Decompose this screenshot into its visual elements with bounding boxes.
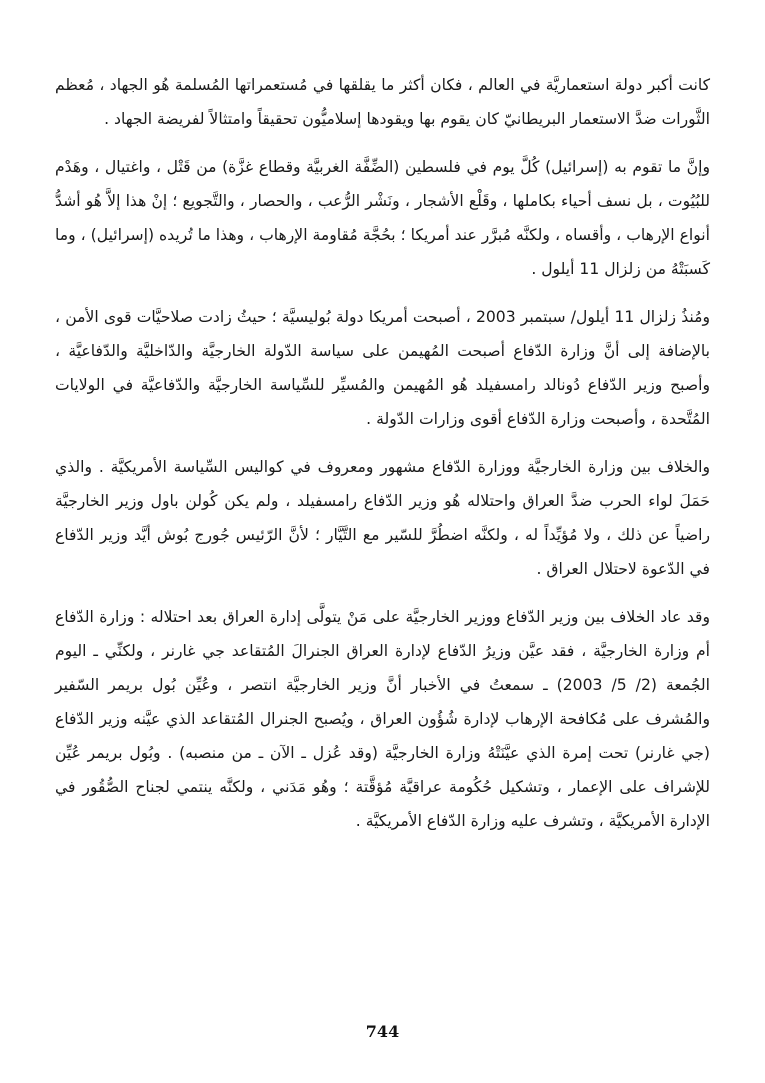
page-number: 744 <box>365 1022 400 1041</box>
paragraph-5: وقد عاد الخلاف بين وزير الدّفاع ووزير الخارجيَّة على مَنْ يتولَّى إدارة العراق بعد احتلاله : وزارة الدّفاع أم وزارة الخارجيَّة ، فقد عيَّن وزيرُ الدّفاع لإدارة العراق الجنرالَ المُتقاعد جي غارنر ، ولكنِّي ـ اليوم الجُمعة (2/ 5/ 2003) ـ سمعتُ في الأخبار أنَّ وزير الخارجيَّة انتصر ، وعُيِّن بُول بريمر السّفير والمُشرف على مُكافحة الإرهاب لإدارة شُؤُون العراق ، ويُصبح الجنرال المُتقاعد الذي عيَّنه وزير الدّفاع (جي غارنر) تحت إمرة الذي عيَّنَتْهُ وزارة الخارجيَّة (وقد عُزل ـ الآن ـ من منصبه) . وبُول بريمر عُيِّن للإشراف على الإعمار ، وتشكيل حُكُومة عراقيَّة مُؤقَّتة ؛ وهُو مَدَني ، ولكنَّه ينتمي لجناح الصُّقُور في الإدارة الأمريكيَّة ، وتشرف عليه وزارة الدّفاع الأمريكيَّة . <box>55 608 711 830</box>
paragraph-1: كانت أكبر دولة استعماريَّة في العالم ، فكان أكثر ما يقلقها في مُستعمراتها المُسلمة هُو الجهاد ، مُعظم الثَّورات ضدَّ الاستعمار البريطانيّ كان يقوم بها ويقودها إسلاميُّون تحقيقاً وامتثالاً لفريضة الجهاد . <box>55 76 710 128</box>
paragraph-2: وإنَّ ما تقوم به (إسرائيل) كُلَّ يوم في فلسطين (الضِّفَّة الغربيَّة وقطاع غزَّة) من قَتْل ، واغتيال ، وهَدْم للبُيُوت ، بل نسف أحياء بكاملها ، وقَلْع الأشجار ، ونَشْر الرُّعب ، والحصار ، والتَّجويع ؛ إنْ هذا إلاَّ هُو أشدُّ أنواع الإرهاب ، وأقساه ، ولكنَّه مُبرَّر عند أمريكا ؛ بحُجَّة مُقاومة الإرهاب ، وهذا ما تُريده (إسرائيل) ، وما كَسبَتْهُ من زلزال 11 أيلول . <box>55 158 710 278</box>
paragraph-3: ومُنذُ زلزال 11 أيلول/ سبتمبر 2003 ، أصبحت أمريكا دولة بُوليسيَّة ؛ حيثُ زادت صلاحيَّات قوى الأمن ، بالإضافة إلى أنَّ وزارة الدّفاع أصبحت المُهيمن على سياسة الدّولة الخارجيَّة والدّاخليَّة والدّفاعيَّة ، وأصبح وزير الدّفاع دُونالد رامسفيلد هُو المُهيمن والمُسيِّر للسِّياسة الخارجيَّة والدّفاعيَّة في الولايات المُتَّحدة ، وأصبحت وزارة الدّفاع أقوى وزارات الدّولة . <box>55 308 710 428</box>
book-page <box>55 68 710 1058</box>
paragraph-4: والخلاف بين وزارة الخارجيَّة ووزارة الدّفاع مشهور ومعروف في كواليس السِّياسة الأمريكيَّة . والذي حَمَلَ لواء الحرب ضدَّ العراق واحتلاله هُو وزير الدّفاع رامسفيلد ، ولم يكن كُولن باول وزير الخارجيَّة راضياً عن ذلك ، ولا مُؤيِّداً له ، ولكنَّه اضطُرَّ للسّير مع التَّيَّار ؛ لأنَّ الرّئيس جُورج بُوش أيَّد وزير الدّفاع في الدّعوة لاحتلال العراق . <box>55 458 710 578</box>
